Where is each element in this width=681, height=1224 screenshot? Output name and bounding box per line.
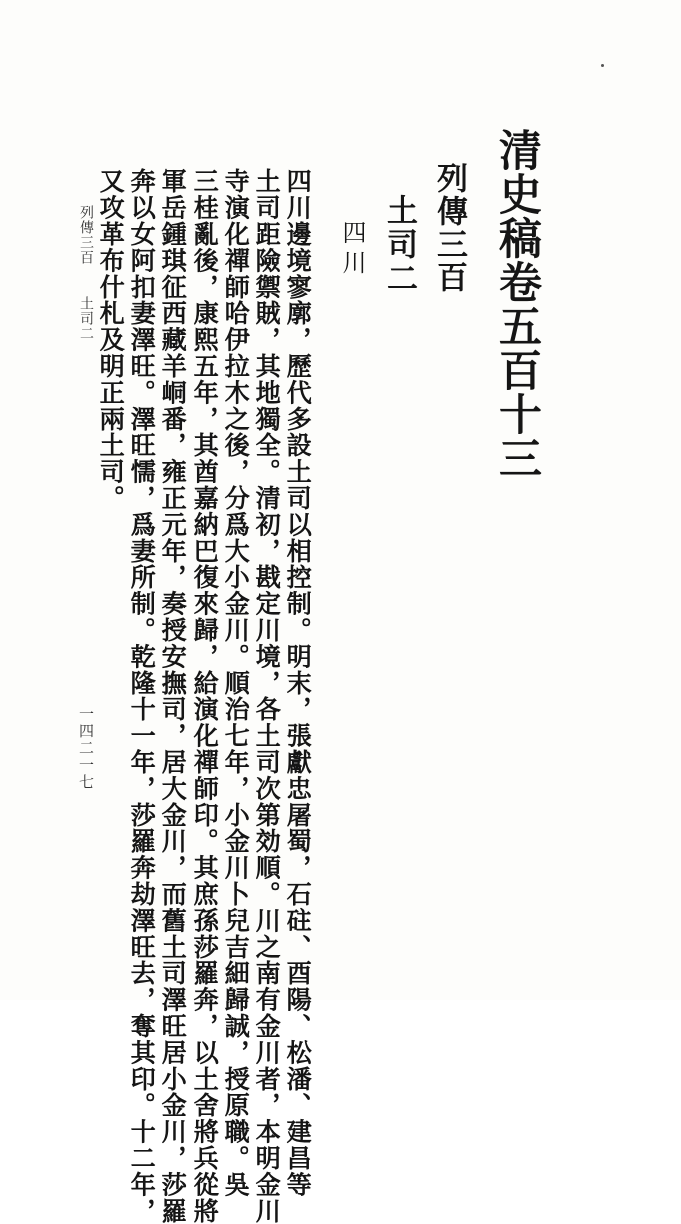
text-column-1: 四川邊境寥廓，歷代多設土司以相控制。明末，張獻忠屠蜀，石砫、酉陽、松潘、建昌等 <box>283 168 314 1198</box>
page-number: 一四二一七 <box>77 706 95 791</box>
text-column-6: 奔以女阿扣妻澤旺。澤旺懦，爲妻所制。乾隆十一年，莎羅奔劫澤旺去，奪其印。十二年， <box>127 168 158 1224</box>
running-section: 土司二 <box>78 296 94 341</box>
region-heading: 四川 <box>338 220 366 280</box>
biography-section-title: 列傳三百 <box>431 162 467 294</box>
text-column-5: 軍岳鍾琪征西藏羊峒番，雍正元年，奏授安撫司，居大金川，而舊土司澤旺居小金川，莎羅 <box>158 168 189 1224</box>
scan-speck <box>601 64 604 67</box>
text-column-4: 三桂亂後，康熙五年，其酋嘉納巴復來歸，給演化禪師印。其庶孫莎羅奔，以土舍將兵從將 <box>190 168 221 1224</box>
text-column-2: 土司距險禦賊，其地獨全。清初，戡定川境，各土司次第効順。川之南有金川者，本明金川 <box>252 168 283 1224</box>
text-column-3: 寺演化禪師哈伊拉木之後，分爲大小金川。順治七年，小金川卜兒吉細歸誠，授原職。吳 <box>221 168 252 1198</box>
chapter-title: 土司二 <box>381 194 417 296</box>
volume-title: 清史稿卷五百十三 <box>492 128 542 480</box>
running-title: 列傳三百 <box>78 205 94 265</box>
text-column-7: 又攻革布什札及明正兩土司。 <box>96 168 127 512</box>
